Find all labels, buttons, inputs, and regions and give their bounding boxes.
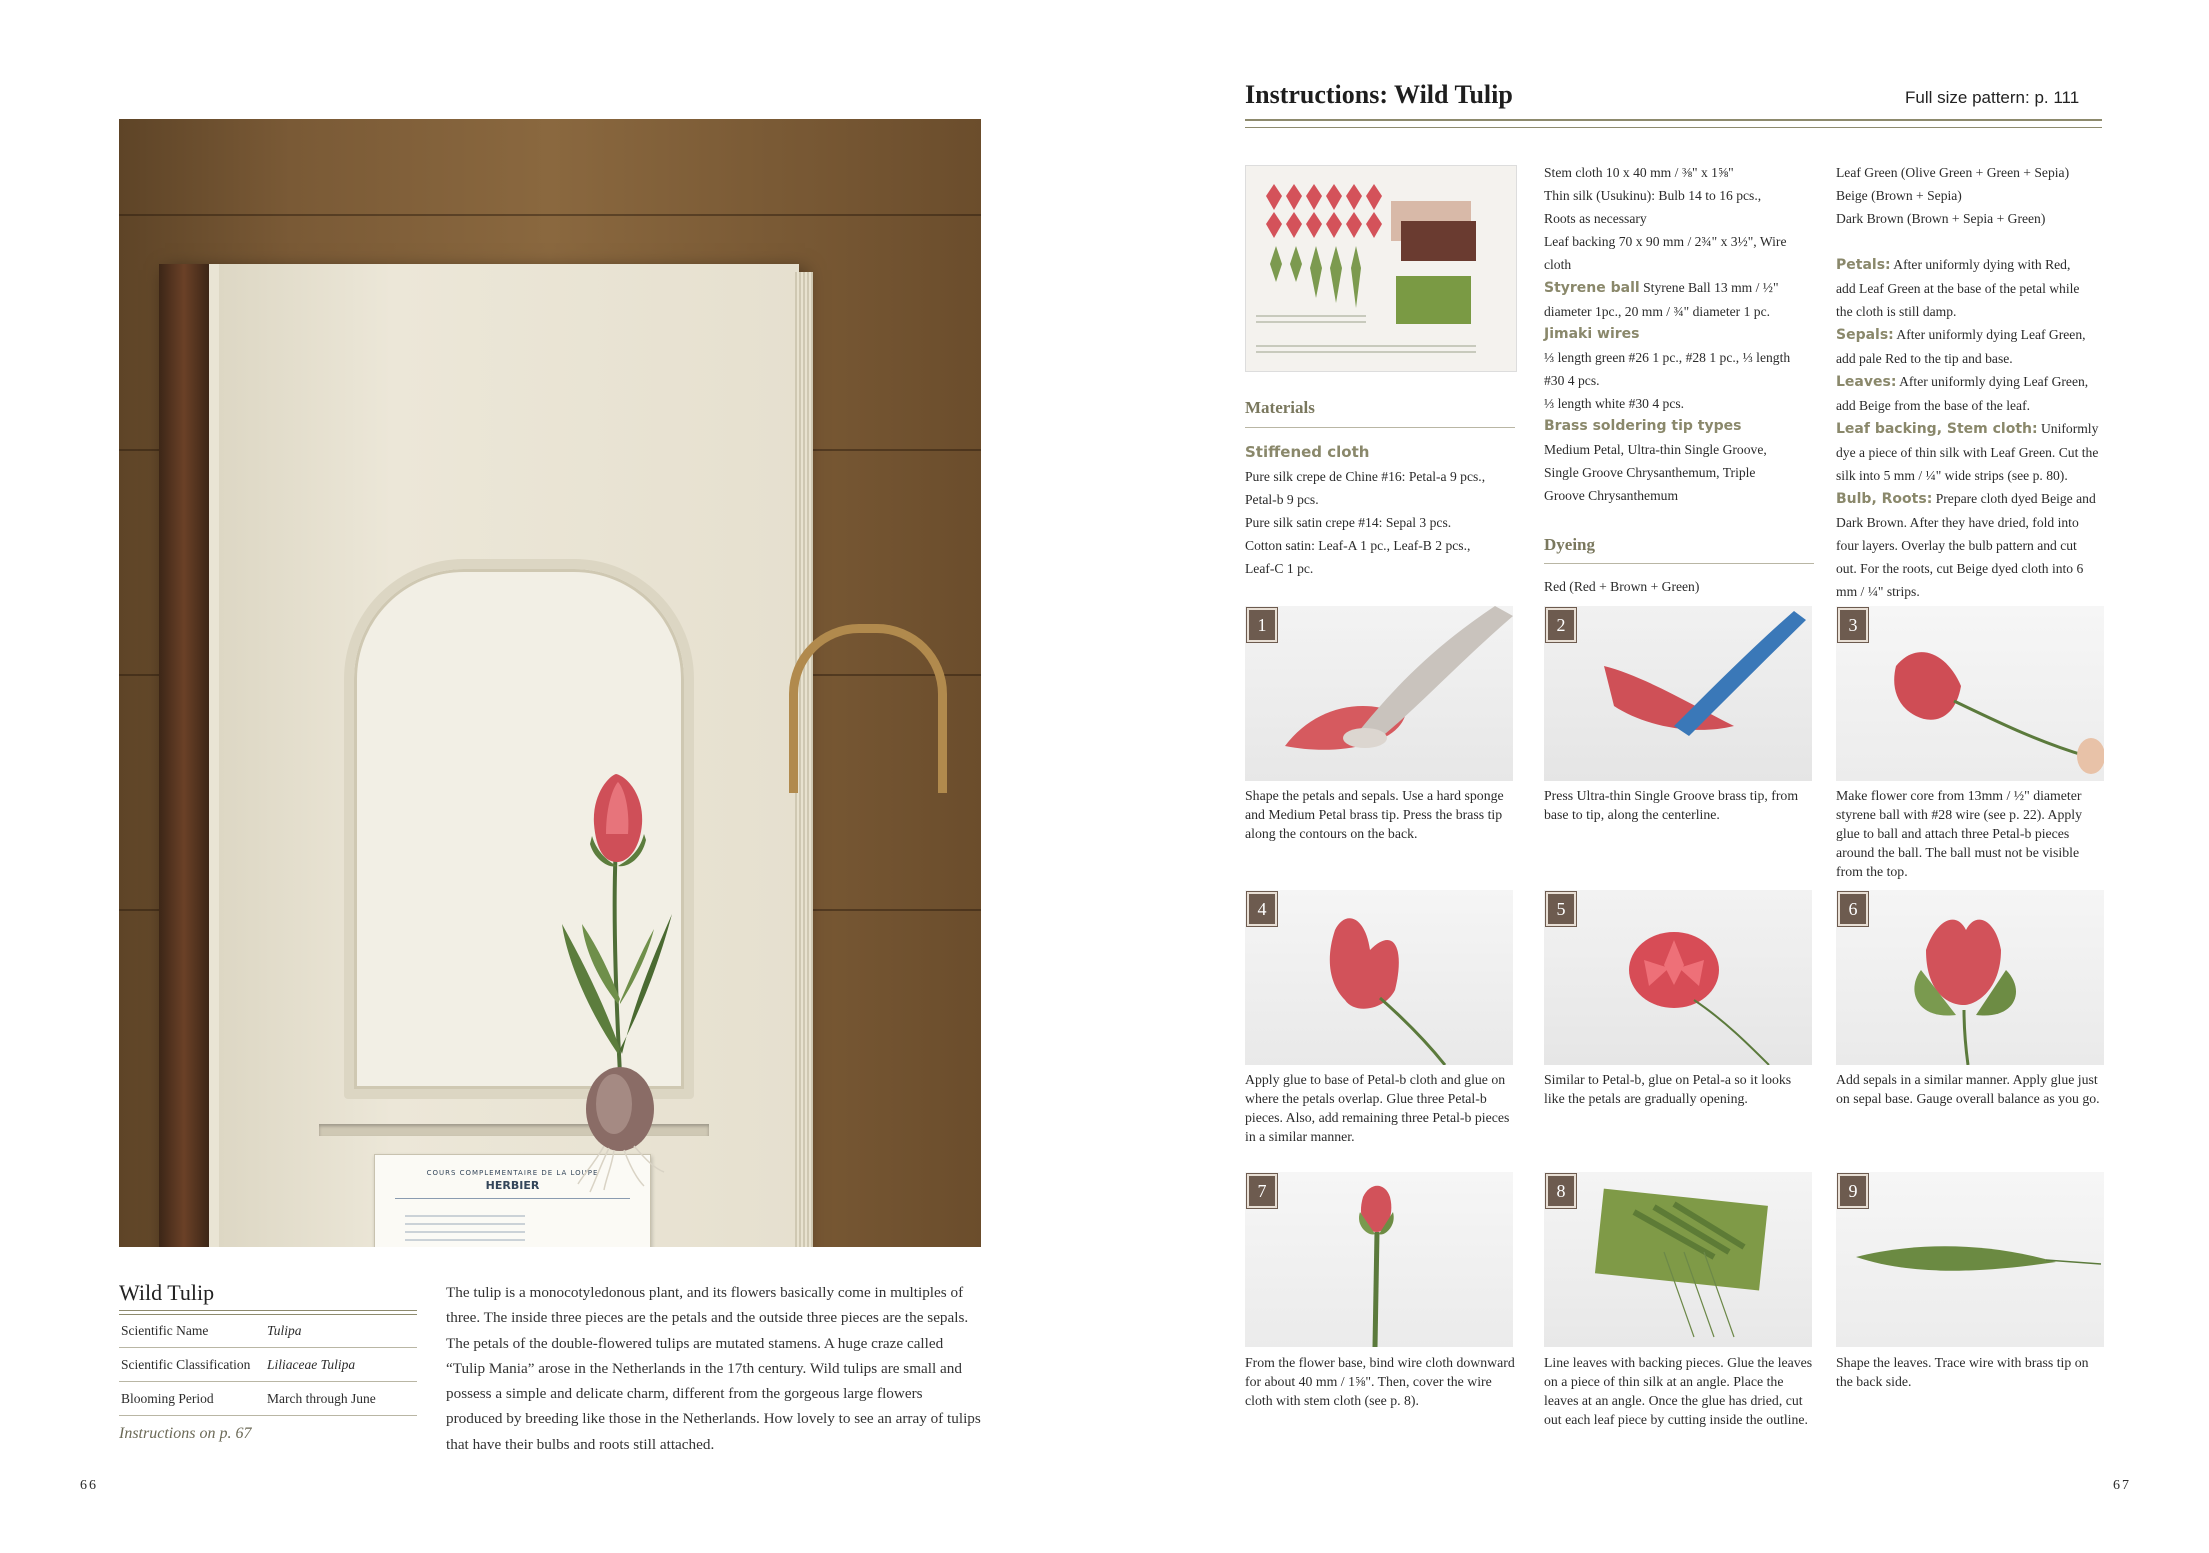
bulb-roots-heading: Bulb, Roots: — [1836, 491, 1933, 507]
dye-line: add Leaf Green at the base of the petal while — [1836, 281, 2080, 296]
step-photo-7 — [1245, 1172, 1513, 1347]
step-badge: 3 — [1838, 608, 1868, 642]
stiffened-cloth-heading: Stiffened cloth — [1245, 443, 1370, 461]
material-line: Stem cloth 10 x 40 mm / ⅜" x 1⅝" — [1544, 165, 1734, 180]
dye-line: After uniformly dying with Red, — [1890, 257, 2071, 272]
header-rule — [1245, 119, 2102, 128]
material-line: Groove Chrysanthemum — [1544, 488, 1679, 503]
dye-line: After uniformly dying Leaf Green, — [1893, 327, 2086, 342]
step-badge: 2 — [1546, 608, 1576, 642]
step-caption-3: Make flower core from 13mm / ½" diameter styrene ball with #28 wire (see p. 22). Apply glue to ball and attach three Petal-b pieces around the ball. The ball must not be visible from the top. — [1836, 788, 2082, 879]
stiffened-cloth-list — [1245, 465, 1520, 580]
material-line: Styrene Ball 13 mm / ½" — [1643, 280, 1779, 295]
brass-heading: Brass soldering tip types — [1544, 418, 1742, 434]
dye-line: out. For the roots, cut Beige dyed cloth into 6 — [1836, 561, 2084, 576]
material-line: #30 4 pcs. — [1544, 373, 1600, 388]
dyeing-column-3 — [1836, 161, 2111, 603]
dyeing-heading: Dyeing — [1544, 535, 1595, 554]
step-photo-5 — [1544, 890, 1812, 1065]
petals-heading: Petals: — [1836, 257, 1891, 273]
dye-line: Prepare cloth dyed Beige and — [1932, 491, 2096, 506]
material-line: Pure silk satin crepe #14: Sepal 3 pcs. — [1245, 515, 1452, 530]
step-caption-8: Line leaves with backing pieces. Glue the leaves on a piece of thin silk at an angle. Place the leaves at an angle. Once the glue has dried, cut out each leaf piece by cutting inside the outline. — [1544, 1355, 1813, 1427]
step-badge: 7 — [1247, 1174, 1277, 1208]
info-value: Liliaceae Tulipa — [267, 1357, 356, 1372]
step-caption-5: Similar to Petal-b, glue on Petal-a so it looks like the petals are gradually opening. — [1544, 1072, 1792, 1106]
instructions-link[interactable]: Instructions on p. 67 — [119, 1425, 252, 1442]
info-row-scientific-name — [119, 1314, 417, 1348]
material-line: Leaf-C 1 pc. — [1245, 561, 1314, 576]
step-photo-3 — [1836, 606, 2104, 781]
leaf-backing-heading: Leaf backing, Stem cloth: — [1836, 421, 2038, 437]
dye-line: Dark Brown (Brown + Sepia + Green) — [1836, 211, 2046, 226]
step-photo-4 — [1245, 890, 1513, 1065]
materials-column-2 — [1544, 161, 1829, 507]
step-badge: 1 — [1247, 608, 1277, 642]
tulip-specimen — [554, 774, 684, 1194]
dye-line: add pale Red to the tip and base. — [1836, 351, 2013, 366]
styrene-heading: Styrene ball — [1544, 280, 1640, 296]
materials-rule — [1245, 427, 1515, 428]
leaves-heading: Leaves: — [1836, 374, 1897, 390]
step-photo-8 — [1544, 1172, 1812, 1347]
material-line: Single Groove Chrysanthemum, Triple — [1544, 465, 1756, 480]
dye-line: mm / ¼" strips. — [1836, 584, 1920, 599]
step-badge: 6 — [1838, 892, 1868, 926]
step-photo-6 — [1836, 890, 2104, 1065]
step-badge: 4 — [1247, 892, 1277, 926]
dye-line: silk into 5 mm / ¼" wide strips (see p. 80). — [1836, 468, 2068, 483]
materials-photo — [1245, 165, 1517, 372]
material-line: diameter 1pc., 20 mm / ¾" diameter 1 pc. — [1544, 304, 1771, 319]
material-line: Thin silk (Usukinu): Bulb 14 to 16 pcs., — [1544, 188, 1762, 203]
page-number-left: 66 — [80, 1478, 98, 1493]
step-photo-1 — [1245, 606, 1513, 781]
step-photo-9 — [1836, 1172, 2104, 1347]
step-badge: 5 — [1546, 892, 1576, 926]
dye-line: Leaf Green (Olive Green + Green + Sepia) — [1836, 165, 2070, 180]
step-caption-6: Add sepals in a similar manner. Apply glue just on sepal base. Gauge overall balance as you go. — [1836, 1072, 2100, 1106]
dye-line: the cloth is still damp. — [1836, 304, 1957, 319]
dye-line: After uniformly dying Leaf Green, — [1896, 374, 2089, 389]
label-heading: COURS COMPLEMENTAIRE DE LA LOUPE — [426, 1169, 599, 1177]
jimaki-heading: Jimaki wires — [1544, 326, 1640, 342]
step-caption-2: Press Ultra-thin Single Groove brass tip, from base to tip, along the centerline. — [1544, 788, 1799, 822]
step-caption-7: From the flower base, bind wire cloth downward for about 40 mm / 1⅝". Then, cover the wire cloth with stem cloth (see p. 8). — [1245, 1355, 1515, 1408]
material-line: ⅓ length green #26 1 pc., #28 1 pc., ⅓ length — [1544, 350, 1791, 365]
step-badge: 9 — [1838, 1174, 1868, 1208]
materials-heading: Materials — [1245, 398, 1315, 417]
instructions-title: Instructions: Wild Tulip — [1245, 80, 1513, 109]
step-caption-4: Apply glue to base of Petal-b cloth and glue on where the petals overlap. Glue three Petal-b pieces. Also, add remaining three Petal-b pieces in a similar manner. — [1245, 1072, 1510, 1144]
info-key: Scientific Classification — [121, 1357, 251, 1372]
info-row-blooming-period — [119, 1382, 417, 1416]
label-title: HERBIER — [485, 1179, 540, 1192]
info-key: Scientific Name — [121, 1323, 209, 1338]
info-row-classification — [119, 1348, 417, 1382]
book-clasp — [789, 624, 947, 793]
info-key: Blooming Period — [121, 1391, 214, 1406]
hero-photo — [119, 119, 981, 1247]
dye-red: Red (Red + Brown + Green) — [1544, 579, 1700, 594]
material-line: Leaf backing 70 x 90 mm / 2¾" x 3½", Wire — [1544, 234, 1787, 249]
material-line: Cotton satin: Leaf-A 1 pc., Leaf-B 2 pcs., — [1245, 538, 1471, 553]
page-number-right: 67 — [2113, 1478, 2131, 1493]
dye-line: Beige (Brown + Sepia) — [1836, 188, 1962, 203]
dyeing-rule — [1544, 563, 1814, 564]
material-line: Petal-b 9 pcs. — [1245, 492, 1319, 507]
material-line: Roots as necessary — [1544, 211, 1647, 226]
pattern-reference[interactable]: Full size pattern: p. 111 — [1905, 88, 2080, 107]
species-title: Wild Tulip — [119, 1280, 215, 1305]
step-caption-9: Shape the leaves. Trace wire with brass tip on the back side. — [1836, 1355, 2089, 1389]
step-badge: 8 — [1546, 1174, 1576, 1208]
material-line: Medium Petal, Ultra-thin Single Groove, — [1544, 442, 1767, 457]
dye-line: Dark Brown. After they have dried, fold into — [1836, 515, 2079, 530]
info-value: Tulipa — [267, 1323, 302, 1338]
species-description: The tulip is a monocotyledonous plant, and its flowers basically come in multiples of three. The inside three pieces are the petals and the outside three pieces are the sepals. The petals of the double-flowered tulips are mutated stamens. A huge craze called “Tulip Mania” arose in the Netherlands in the 17th century. Wild tulips are small and possess a simple and delicate charm, different from the gorgeous large flowers produced by breeding like those in the Netherlands. How lovely to see an array of tulips that have their bulbs and roots still attached. — [446, 1284, 981, 1453]
sepals-heading: Sepals: — [1836, 327, 1894, 343]
info-value: March through June — [267, 1391, 376, 1406]
dye-line: Uniformly — [2037, 421, 2099, 436]
material-line: ⅓ length white #30 4 pcs. — [1544, 396, 1685, 411]
dye-line: add Beige from the base of the leaf. — [1836, 398, 2031, 413]
material-line: cloth — [1544, 257, 1572, 272]
material-line: Pure silk crepe de Chine #16: Petal-a 9 pcs., — [1245, 469, 1486, 484]
dye-line: four layers. Overlay the bulb pattern and cut — [1836, 538, 2077, 553]
dye-line: dye a piece of thin silk with Leaf Green. Cut the — [1836, 445, 2099, 460]
step-caption-1: Shape the petals and sepals. Use a hard sponge and Medium Petal brass tip. Press the brass tip along the contours on the back. — [1245, 788, 1504, 841]
step-photo-2 — [1544, 606, 1812, 781]
herbarium-book — [159, 264, 799, 1247]
